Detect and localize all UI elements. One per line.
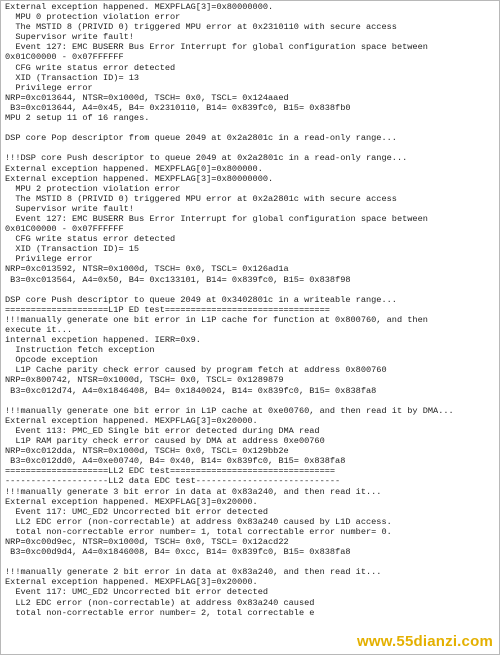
console-line: LL2 EDC error (non-correctable) at address 0x83a240 caused: [5, 597, 315, 608]
console-line: DSP core Pop descriptor from queue 2049 at 0x2a2801c in a read-only range...: [5, 133, 397, 144]
console-line: [5, 123, 499, 133]
console-line: !!!manually generate 3 bit error in data at 0x83a240, and then read it...: [5, 486, 382, 497]
console-line: XID (Transaction ID)= 13: [5, 72, 140, 83]
console-line: total non-correctable error number= 2, total correctable e: [5, 607, 315, 618]
console-line: Event 127: EMC BUSERR Bus Error Interrupt for global configuration space between: [5, 42, 428, 53]
console-line: External exception happened. MEXPFLAG[3]=0x20000.: [5, 577, 258, 588]
console-line: External exception happened. MEXPFLAG[3]=0x80000000.: [5, 173, 274, 184]
console-line: [5, 396, 499, 406]
console-line: execute it...: [5, 325, 73, 335]
console-line: The MSTID 8 (PRIVID 0) triggered MPU error at 0x2a2801c with secure access: [5, 193, 397, 204]
console-line: total non-correctable error number= 1, total correctable error number= 0.: [5, 526, 392, 537]
console-line: CFG write status error detected: [5, 62, 176, 73]
console-line: L1P Cache parity check error caused by program fetch at address 0x800760: [5, 365, 387, 376]
console-line: NRP=0xc012dda, NTSR=0x1000d, TSCH= 0x0, TSCL= 0x129bb2e: [5, 446, 289, 457]
console-line: External exception happened. MEXPFLAG[3]=0x20000.: [5, 496, 258, 507]
console-line: Privilege error: [5, 82, 93, 93]
console-line: Supervisor write fault!: [5, 203, 134, 214]
console-line: Event 127: EMC BUSERR Bus Error Interrupt for global configuration space between: [5, 213, 428, 224]
console-line: XID (Transaction ID)= 15: [5, 244, 140, 255]
console-line: B3=0xc012dd0, A4=0xe00740, B4= 0x40, B14= 0x839fc0, B15= 0x838fa8: [5, 456, 346, 467]
console-line: Instruction fetch exception: [5, 345, 155, 356]
console-line: B3=0xc013644, A4=0x45, B4= 0x2310110, B14= 0x839fc0, B15= 0x838fb0: [5, 102, 351, 113]
console-line: B3=0xc012d74, A4=0x1846408, B4= 0x1840024, B14= 0x839fc0, B15= 0x838fa8: [5, 385, 377, 396]
console-line: CFG write status error detected: [5, 234, 176, 245]
console-line: LL2 EDC error (non-correctable) at address 0x83a240 caused by L1D access.: [5, 516, 392, 527]
console-line: --------------------LL2 data EDC test----------------------------: [5, 476, 341, 487]
console-line: Opcode exception: [5, 355, 98, 366]
watermark-logo: www.55dianzi.com: [351, 633, 495, 650]
console-line: NRP=0xc00d9ec, NTSR=0x1000d, TSCH= 0x0, TSCL= 0x12acd22: [5, 536, 289, 547]
console-line: 0x01C00000 - 0x07FFFFFF: [5, 224, 124, 235]
console-line: !!!manually generate one bit error in L1P cache at 0xe00760, and then read it by DMA...: [5, 405, 454, 416]
console-line: B3=0xc013564, A4=0x50, B4= 0xc133101, B14= 0x839fc0, B15= 0x838f98: [5, 274, 351, 285]
console-line: Privilege error: [5, 254, 93, 265]
console-line: ====================LL2 EDC test================================: [5, 466, 336, 477]
console-line: L1P RAM parity check error caused by DMA at address 0xe00760: [5, 436, 325, 447]
console-line: MPU 2 protection violation error: [5, 183, 181, 194]
console-line: [5, 143, 499, 153]
console-line: !!!DSP core Push descriptor to queue 2049 at 0x2a2801c in a read-only range...: [5, 153, 408, 164]
console-line: MPU 0 protection violation error: [5, 12, 181, 23]
console-log: [1, 1, 499, 618]
console-line: External exception happened. MEXPFLAG[0]=0x800000.: [5, 163, 263, 174]
console-line: [5, 285, 499, 295]
console-line: The MSTID 8 (PRIVID 0) triggered MPU error at 0x2310110 with secure access: [5, 22, 397, 33]
console-line: ====================L1P ED test================================: [5, 304, 330, 315]
console-line: MPU 2 setup 11 of 16 ranges.: [5, 113, 150, 124]
console-line: Event 113: PMC_ED Single bit error detected during DMA read: [5, 425, 320, 436]
console-line: External exception happened. MEXPFLAG[3]=0x20000.: [5, 415, 258, 426]
console-line: B3=0xc00d9d4, A4=0x1846008, B4= 0xcc, B14= 0x839fc0, B15= 0x838fa8: [5, 547, 351, 558]
console-line: [5, 557, 499, 567]
console-line: Supervisor write fault!: [5, 32, 134, 43]
console-line: NRP=0xc013644, NTSR=0x1000d, TSCH= 0x0, TSCL= 0x124aaed: [5, 92, 289, 103]
console-line: Event 117: UMC_ED2 Uncorrected bit error detected: [5, 587, 269, 598]
console-line: DSP core Push descriptor to queue 2049 at 0x3402801c in a writeable range...: [5, 294, 397, 305]
console-line: NRP=0x800742, NTSR=0x1000d, TSCH= 0x0, TSCL= 0x1289879: [5, 375, 284, 386]
console-line: internal excpetion happened. IERR=0x9.: [5, 335, 201, 346]
console-line: NRP=0xc013592, NTSR=0x1000d, TSCH= 0x0, TSCL= 0x126ad1a: [5, 264, 289, 275]
console-line: Event 117: UMC_ED2 Uncorrected bit error detected: [5, 506, 269, 517]
console-line: External exception happened. MEXPFLAG[3]=0x80000000.: [5, 2, 274, 12]
console-line: !!!manually generate 2 bit error in data at 0x83a240, and then read it...: [5, 567, 382, 578]
console-line: 0x01C00000 - 0x07FFFFFF: [5, 52, 124, 63]
console-line: !!!manually generate one bit error in L1P cache for function at 0x800760, and then: [5, 314, 428, 325]
